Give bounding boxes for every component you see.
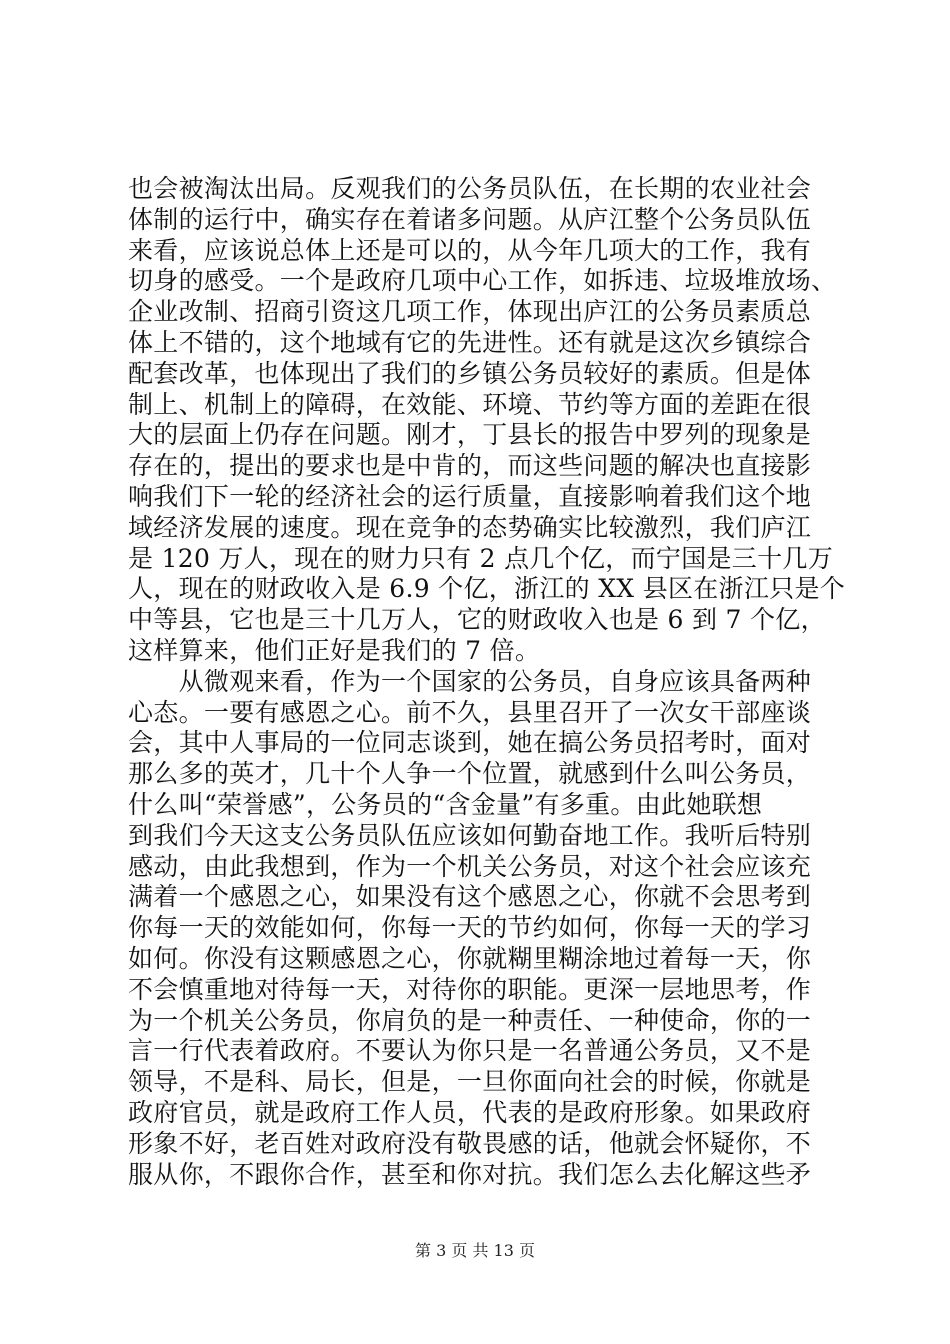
text-line: 你每一天的效能如何，你每一天的节约如何，你每一天的学习 <box>128 913 812 943</box>
text-line: 什么叫“荣誉感”，公务员的“含金量”有多重。由此她联想 <box>128 789 763 819</box>
text-line: 这样算来，他们正好是我们的 7 倍。 <box>128 635 541 665</box>
text-line: 从微观来看，作为一个国家的公务员，自身应该具备两种 <box>128 666 812 696</box>
page-footer: 第 3 页 共 13 页 <box>415 1241 535 1260</box>
text-line: 切身的感受。一个是政府几项中心工作，如拆违、垃圾堆放场、 <box>128 266 837 296</box>
text-line: 制上、机制上的障碍，在效能、环境、节约等方面的差距在很 <box>128 389 812 419</box>
text-line: 体制的运行中，确实存在着诸多问题。从庐江整个公务员队伍 <box>128 204 812 234</box>
text-line: 为一个机关公务员，你肩负的是一种责任、一种使命，你的一 <box>128 1005 812 1035</box>
text-line: 大的层面上仍存在问题。刚才，丁县长的报告中罗列的现象是 <box>128 420 812 450</box>
text-line: 不会慎重地对待每一天，对待你的职能。更深一层地思考，作 <box>128 974 812 1004</box>
text-line: 如何。你没有这颗感恩之心，你就糊里糊涂地过着每一天，你 <box>128 943 812 973</box>
text-line: 存在的，提出的要求也是中肯的，而这些问题的解决也直接影 <box>128 451 812 481</box>
text-line: 会，其中人事局的一位同志谈到，她在搞公务员招考时，面对 <box>128 728 812 758</box>
text-line: 响我们下一轮的经济社会的运行质量，直接影响着我们这个地 <box>128 481 812 511</box>
text-line: 政府官员，就是政府工作人员，代表的是政府形象。如果政府 <box>128 1097 812 1127</box>
text-line: 也会被淘汰出局。反观我们的公务员队伍，在长期的农业社会 <box>128 174 812 203</box>
text-line: 言一行代表着政府。不要认为你只是一名普通公务员，又不是 <box>128 1036 812 1066</box>
text-line: 人，现在的财政收入是 6.9 个亿，浙江的 XX 县区在浙江只是个 <box>128 574 846 604</box>
text-line: 域经济发展的速度。现在竞争的态势确实比较激烈，我们庐江 <box>128 512 812 542</box>
text-line: 形象不好，老百姓对政府没有敬畏感的话，他就会怀疑你，不 <box>128 1128 812 1158</box>
text-line: 企业改制、招商引资这几项工作，体现出庐江的公务员素质总 <box>128 297 812 327</box>
text-line: 是 120 万人，现在的财力只有 2 点几个亿，而宁国是三十几万 <box>128 543 834 573</box>
text-line: 到我们今天这支公务员队伍应该如何勤奋地工作。我听后特别 <box>128 820 812 850</box>
text-line: 那么多的英才，几十个人争一个位置，就感到什么叫公务员， <box>128 759 812 789</box>
text-line: 配套改革，也体现出了我们的乡镇公务员较好的素质。但是体 <box>128 358 812 388</box>
text-line: 感动，由此我想到，作为一个机关公务员，对这个社会应该充 <box>128 851 812 881</box>
text-line: 满着一个感恩之心，如果没有这个感恩之心，你就不会思考到 <box>128 882 812 912</box>
text-line: 心态。一要有感恩之心。前不久，县里召开了一次女干部座谈 <box>128 697 812 727</box>
text-line: 中等县，它也是三十几万人，它的财政收入也是 6 到 7 个亿， <box>128 605 826 635</box>
body-text <box>128 174 848 1190</box>
text-line: 领导，不是科、局长，但是，一旦你面向社会的时候，你就是 <box>128 1067 812 1097</box>
text-line: 服从你，不跟你合作，甚至和你对抗。我们怎么去化解这些矛 <box>128 1159 812 1189</box>
text-line: 来看，应该说总体上还是可以的，从今年几项大的工作，我有 <box>128 235 812 265</box>
text-line: 体上不错的，这个地域有它的先进性。还有就是这次乡镇综合 <box>128 327 812 357</box>
